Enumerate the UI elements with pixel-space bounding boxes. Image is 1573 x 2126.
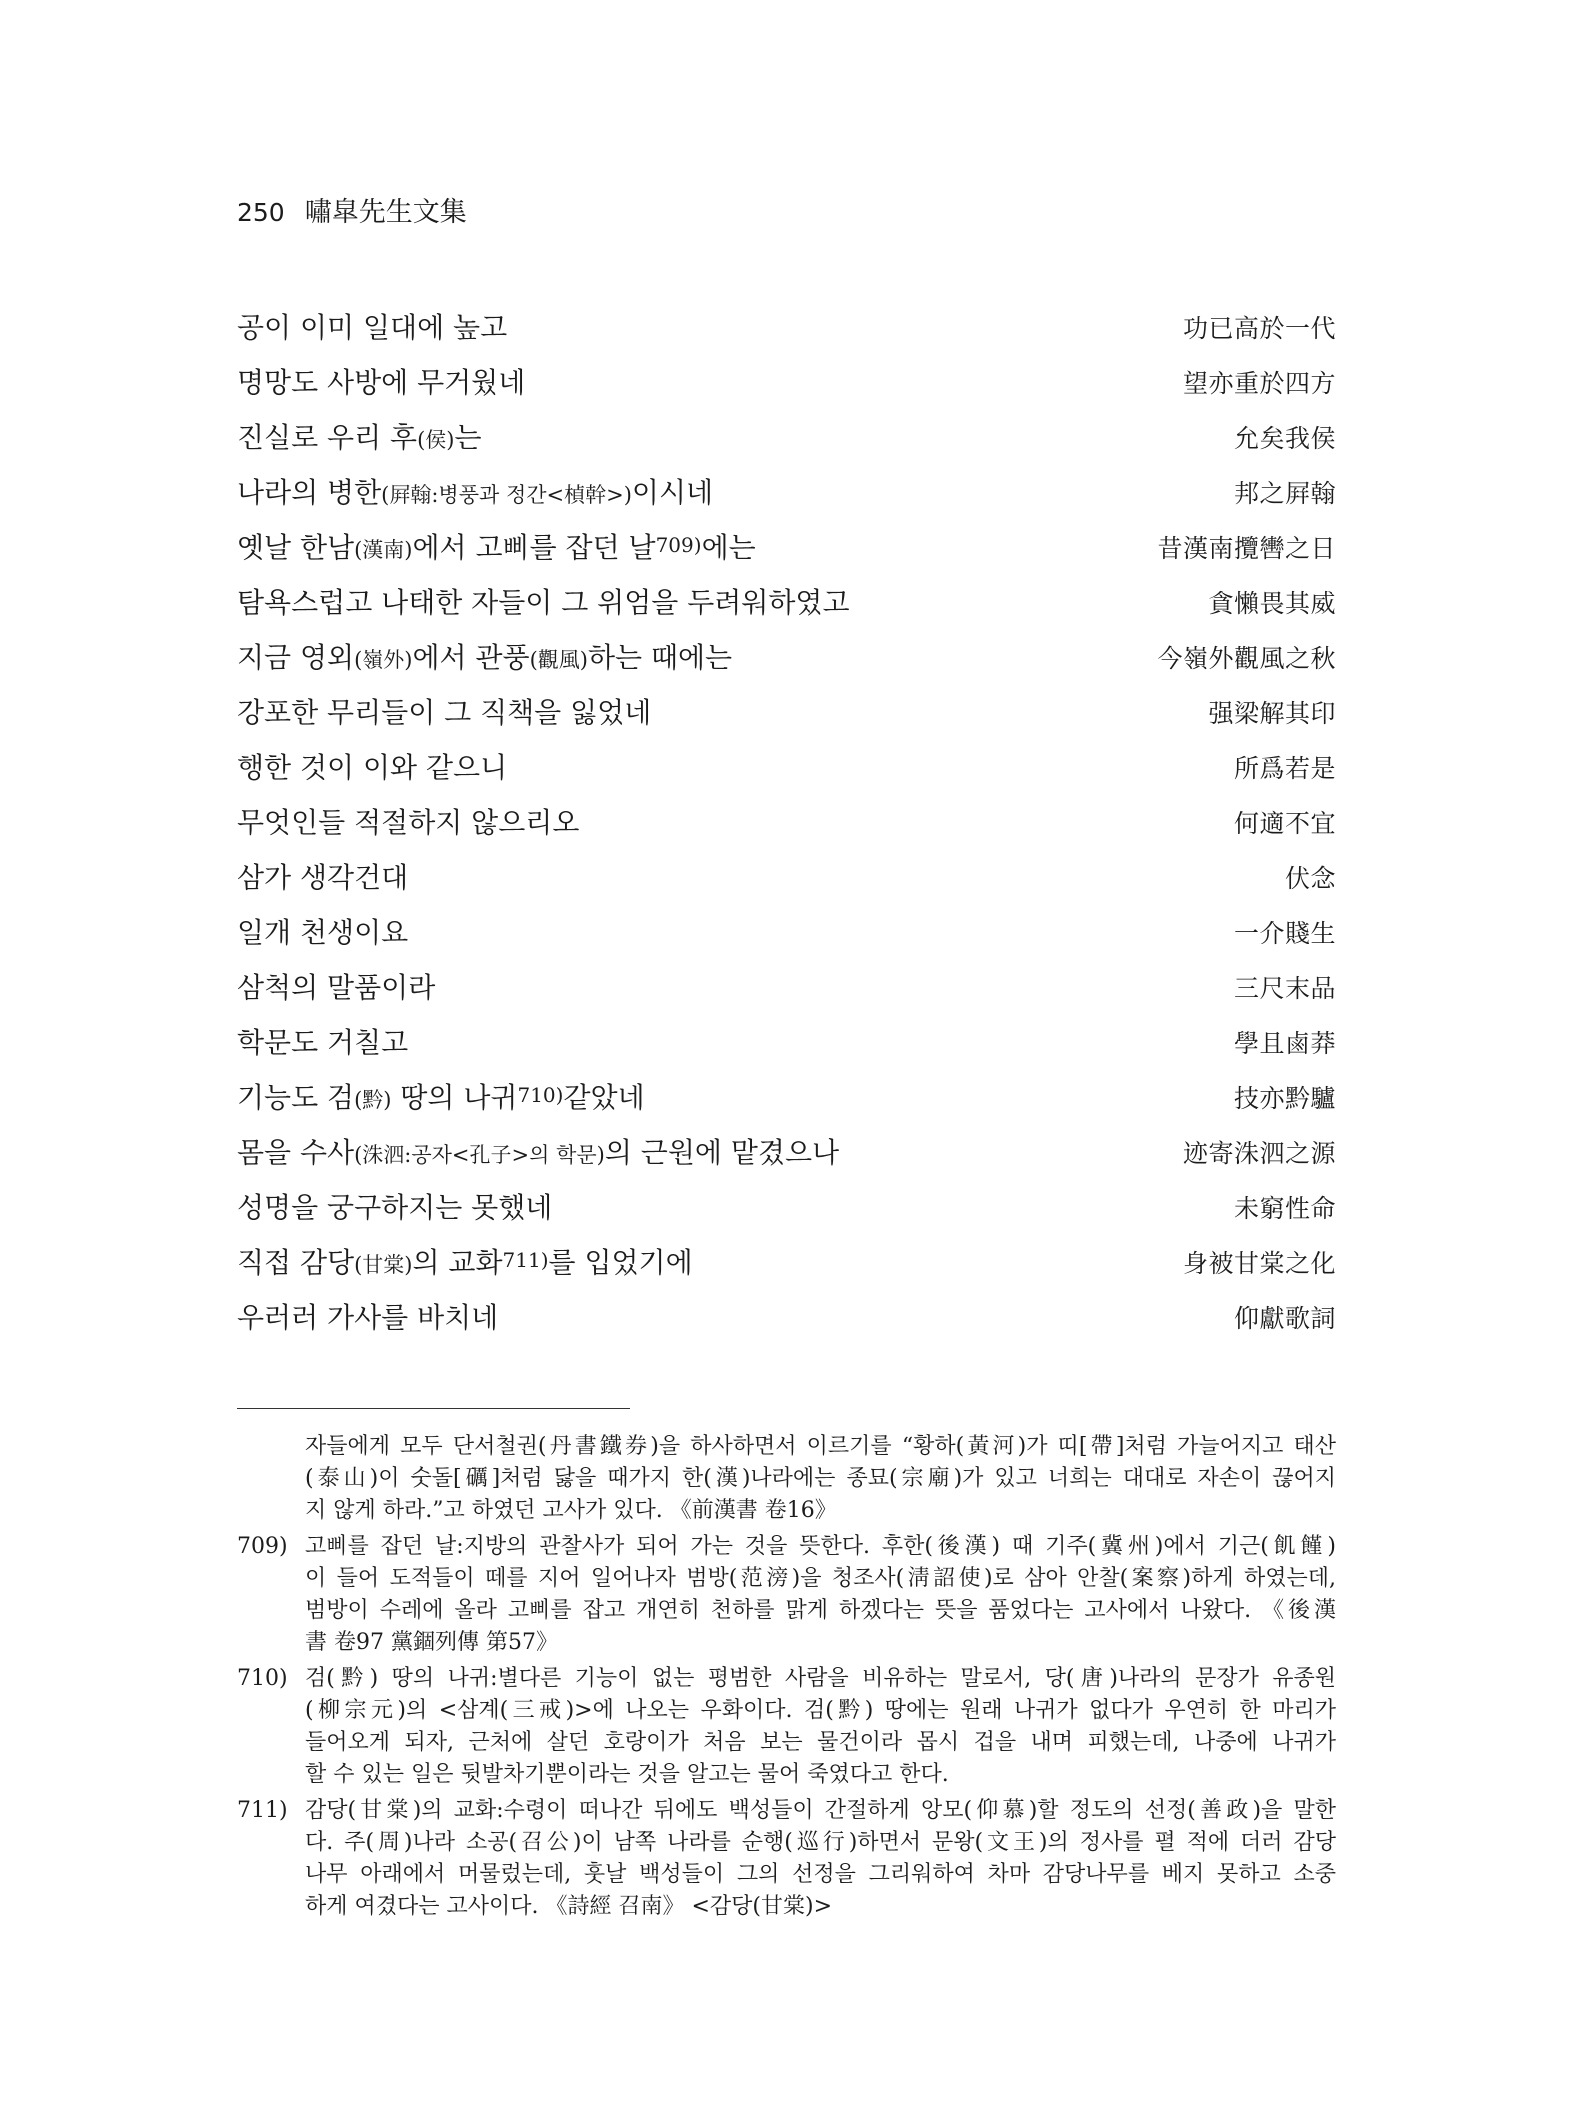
korean-translation [237,740,507,795]
translation-text: 공이 이미 일대에 높고 [237,311,508,344]
translation-text: 지금 영외 [237,641,355,674]
poem-line [237,1180,1336,1235]
poem-line [237,1290,1336,1345]
translation-text: 기능도 검 [237,1081,355,1114]
translation-text: 행한 것이 이와 같으니 [237,751,508,784]
footnote-continuation [237,1431,1336,1527]
korean-translation [237,960,435,1015]
footnote-number: 710) [237,1666,288,1691]
footnote-indent [237,1431,305,1527]
hanmun-original: 迹寄洙泗之源 [1182,1139,1336,1168]
footnote-line: 나무 아래에서 머물렀는데, 훗날 백성들이 그의 선정을 그리워하여 차마 감당나무를 베지 못하고 소중 [305,1862,1336,1887]
korean-translation [237,410,482,468]
footnote-number: 709) [237,1534,288,1559]
running-header [237,193,467,233]
hanmun-original: 未窮性命 [1233,1194,1336,1223]
footnote-line: 검(黔) 땅의 나귀:별다른 기능이 없는 평범한 사람을 비유하는 말로서, 당(唐)나라의 문장가 유종원 [305,1666,1336,1691]
poem [237,300,1336,1345]
poem-line [237,630,1336,685]
hanja-gloss: (黔) [354,1088,392,1112]
footnote-line: (柳宗元)의 <삼계(三戒)>에 나오는 우화이다. 검(黔) 땅에는 원래 나귀가 없다가 우연히 한 마리가 [305,1698,1336,1723]
footnote-line: 자들에게 모두 단서철권(丹書鐵券)을 하사하면서 이르기를 “황하(黃河)가 띠[帶]처럼 가늘어지고 태산 [305,1434,1336,1459]
footnote-line: 書 卷97 黨錮列傳 第57》 [305,1630,558,1655]
korean-translation [237,520,756,578]
hanmun-original: 昔漢南攬轡之日 [1157,534,1336,563]
footnote-ref-709[interactable]: 709) [655,533,702,557]
hanmun-original: 邦之屛翰 [1233,479,1336,508]
translation-text: 직접 감당 [237,1246,355,1279]
poem-line [237,1015,1336,1070]
translation-text: 에서 관풍 [412,641,530,674]
footnote-number: 711) [237,1798,288,1823]
footnotes [237,1431,1336,1923]
poem-line [237,1125,1336,1180]
poem-line [237,740,1336,795]
translation-text: 땅의 나귀 [391,1081,518,1114]
hanmun-original: 伏念 [1284,864,1336,893]
korean-translation [237,850,408,905]
footnote-line: 하게 여겼다는 고사이다. 《詩經 召南》 <감당(甘棠)> [305,1894,833,1919]
korean-translation [237,1290,498,1345]
poem-line [237,960,1336,1015]
footnote-line: 범방이 수레에 올라 고삐를 잡고 개연히 천하를 맑게 하겠다는 뜻을 품었다는 고사에서 나왔다. 《後漢 [305,1598,1336,1623]
translation-text: 성명을 궁구하지는 못했네 [237,1191,553,1224]
translation-text: 를 입었기에 [548,1246,693,1279]
hanmun-original: 一介賤生 [1233,919,1336,948]
footnote-709 [237,1531,1336,1659]
translation-text: 일개 천생이요 [237,916,409,949]
hanja-gloss: (漢南) [354,538,413,562]
footnote-line: 고삐를 잡던 날:지방의 관찰사가 되어 가는 것을 뜻한다. 후한(後漢) 때 기주(冀州)에서 기근(飢饉) [305,1534,1336,1559]
korean-translation [237,1125,839,1183]
footnote-line: 감당(甘棠)의 교화:수령이 떠나간 뒤에도 백성들이 간절하게 앙모(仰慕)할 정도의 선정(善政)을 말한 [305,1798,1336,1823]
hanmun-original: 望亦重於四方 [1182,369,1336,398]
translation-text: 삼가 생각건대 [237,861,409,894]
translation-text: 에는 [701,531,756,564]
translation-text: 탐욕스럽고 나태한 자들이 그 위엄을 두려워하였고 [237,586,850,619]
hanmun-original: 身被甘棠之化 [1182,1249,1336,1278]
translation-text: 는 [454,421,482,454]
footnote-line: 지 않게 하라.”고 하였던 고사가 있다. 《前漢書 卷16》 [305,1498,837,1523]
korean-translation [237,465,713,523]
korean-translation [237,905,408,960]
korean-translation [237,630,732,688]
translation-text: 명망도 사방에 무거웠네 [237,366,526,399]
korean-translation [237,1180,552,1235]
translation-text: 같았네 [563,1081,645,1114]
hanmun-original: 功已高於一代 [1182,314,1336,343]
hanmun-original: 所爲若是 [1233,754,1336,783]
hanja-gloss: (甘棠) [354,1253,413,1277]
translation-text: 학문도 거칠고 [237,1026,409,1059]
page-number: 250 [237,198,285,227]
poem-line [237,520,1336,575]
poem-line [237,685,1336,740]
footnote-line: 다. 주(周)나라 소공(召公)이 남쪽 나라를 순행(巡行)하면서 문왕(文王)의 정사를 펼 적에 더러 감당 [305,1830,1336,1855]
poem-line [237,1235,1336,1290]
poem-line [237,795,1336,850]
translation-text: 우러러 가사를 바치네 [237,1301,499,1334]
translation-text: 의 근원에 맡겼으나 [604,1136,840,1169]
footnote-line: 들어오게 되자, 근처에 살던 호랑이가 처음 보는 물건이라 몹시 겁을 내며 피했는데, 나중에 나귀가 [305,1730,1336,1755]
hanmun-original: 何適不宜 [1233,809,1336,838]
hanmun-original: 允矣我侯 [1233,424,1336,453]
korean-translation [237,795,579,850]
translation-text: 의 교화 [412,1246,503,1279]
footnote-line: 할 수 있는 일은 뒷발차기뿐이라는 것을 알고는 물어 죽였다고 한다. [305,1762,949,1787]
footnote-710 [237,1663,1336,1791]
footnote-body [305,1431,1336,1527]
poem-line [237,465,1336,520]
hanja-gloss: (侯) [417,428,455,452]
translation-text: 진실로 우리 후 [237,421,418,454]
footnote-body [305,1795,1336,1923]
hanmun-original: 學且鹵莽 [1233,1029,1336,1058]
hanja-gloss: (觀風) [529,648,588,672]
translation-text: 에서 고삐를 잡던 날 [412,531,656,564]
translation-text: 이시네 [631,476,714,509]
poem-line [237,410,1336,465]
korean-translation [237,1015,408,1070]
footnote-body [305,1663,1336,1791]
translation-text: 나라의 병한 [237,476,382,509]
korean-translation [237,300,507,355]
korean-translation [237,1070,645,1128]
korean-translation [237,355,525,410]
hanmun-original: 强梁解其印 [1208,699,1336,728]
translation-text: 몸을 수사 [237,1136,355,1169]
korean-translation [237,685,651,740]
hanmun-original: 今嶺外觀風之秋 [1157,644,1336,673]
poem-line [237,1070,1336,1125]
translation-text: 무엇인들 적절하지 않으리오 [237,806,580,839]
hanja-gloss: (洙泗:공자<孔子>의 학문) [354,1143,605,1167]
hanmun-original: 仰獻歌詞 [1233,1304,1336,1333]
hanja-gloss: (嶺外) [354,648,413,672]
translation-text: 옛날 한남 [237,531,355,564]
poem-line [237,575,1336,630]
footnote-ref-710[interactable]: 710) [517,1083,564,1107]
footnote-711 [237,1795,1336,1923]
poem-line [237,300,1336,355]
footnote-body [305,1531,1336,1659]
footnote-line: 이 들어 도적들이 떼를 지어 일어나자 범방(范滂)을 청조사(淸詔使)로 삼아 안찰(案察)하게 하였는데, [305,1566,1336,1591]
korean-translation [237,575,850,630]
hanmun-original: 三尺末品 [1233,974,1336,1003]
korean-translation [237,1235,693,1293]
poem-line [237,850,1336,905]
poem-line [237,905,1336,960]
hanmun-original: 貪懶畏其威 [1208,589,1336,618]
book-title: 嘯皐先生文集 [304,197,467,228]
translation-text: 강포한 무리들이 그 직책을 잃었네 [237,696,652,729]
translation-text: 삼척의 말품이라 [237,971,436,1004]
footnote-separator [237,1408,630,1409]
hanmun-original: 技亦黔驢 [1233,1084,1336,1113]
footnote-line: (泰山)이 숫돌[礪]처럼 닳을 때가지 한(漢)나라에는 종묘(宗廟)가 있고 너희는 대대로 자손이 끊어지 [305,1466,1336,1491]
translation-text: 하는 때에는 [587,641,733,674]
hanja-gloss: (屛翰:병풍과 정간<楨幹>) [381,483,632,507]
footnote-ref-711[interactable]: 711) [502,1248,549,1272]
poem-line [237,355,1336,410]
